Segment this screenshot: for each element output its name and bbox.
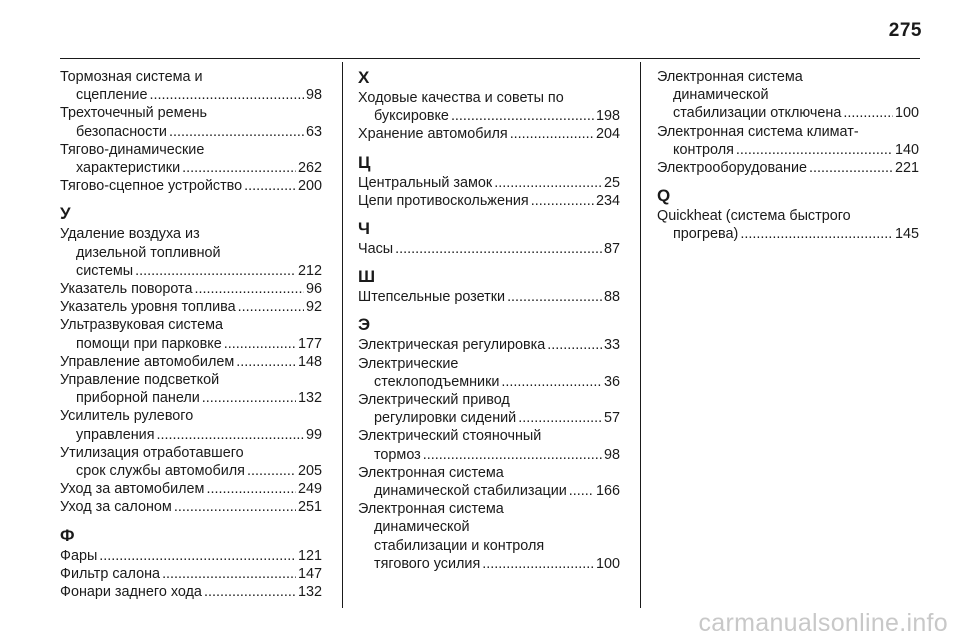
entry-last-line: [358, 373, 620, 391]
entry-text: контроля: [673, 141, 734, 158]
entry-page-number: 57: [603, 410, 620, 427]
index-entry: [60, 141, 322, 177]
index-entry: [358, 427, 620, 463]
dot-leader: [236, 353, 296, 371]
entry-text: Центральный замок: [358, 174, 493, 191]
index-entry: [60, 316, 322, 352]
dot-leader: [547, 336, 602, 354]
dot-leader: [174, 498, 296, 516]
dot-leader: [507, 288, 602, 306]
entry-last-line: [657, 141, 919, 159]
entry-last-line: [60, 426, 322, 444]
dot-leader: [206, 480, 296, 498]
index-entry: [60, 547, 322, 565]
entry-text-line: Электрический привод: [358, 392, 510, 409]
dot-leader: [510, 125, 594, 143]
index-entry: [358, 288, 620, 306]
entry-page-number: 87: [603, 241, 620, 258]
entry-page-number: 99: [305, 426, 322, 443]
index-entry: [657, 68, 919, 123]
index-entry: [60, 225, 322, 280]
dot-leader: [423, 446, 602, 464]
entry-page-number: 145: [894, 226, 919, 243]
entry-page-number: 251: [297, 499, 322, 516]
entry-text: срок службы автомобиля: [76, 463, 245, 480]
entry-text-line: динамической: [374, 519, 470, 536]
entry-text-line: Ультразвуковая система: [60, 317, 224, 334]
index-entry: [358, 500, 620, 573]
entry-last-line: [358, 482, 620, 500]
entry-page-number: 148: [297, 353, 322, 370]
entry-page-number: 200: [297, 178, 322, 195]
section-letter: Ц: [358, 152, 371, 172]
dot-leader: [149, 86, 304, 104]
section-letter: Ш: [358, 267, 376, 287]
entry-text-line: Утилизация отработавшего: [60, 444, 244, 461]
entry-last-line: [60, 123, 322, 141]
index-entry: [60, 480, 322, 498]
dot-leader: [569, 482, 594, 500]
entry-page-number: 249: [297, 481, 322, 498]
entry-last-line: [60, 462, 322, 480]
entry-page-number: 262: [297, 160, 322, 177]
entry-text: Цепи противоскольжения: [358, 192, 529, 209]
entry-last-line: [60, 565, 322, 583]
entry-page-number: 100: [894, 105, 919, 122]
index-entry: [60, 280, 322, 298]
index-entry: [60, 444, 322, 480]
index-entry: [358, 355, 620, 391]
entry-text: системы: [76, 262, 134, 279]
entry-text: характеристики: [76, 160, 181, 177]
entry-last-line: [358, 409, 620, 427]
entry-last-line: [358, 555, 620, 573]
entry-text-line: Тормозная система и: [60, 69, 203, 85]
index-entry: [358, 240, 620, 258]
entry-text-line: Удаление воздуха из: [60, 226, 200, 243]
entry-text: Управление автомобилем: [60, 353, 235, 370]
section-letter: Х: [358, 68, 370, 87]
dot-leader: [451, 107, 594, 125]
index-entry: [60, 177, 322, 195]
entry-text: Фонари заднего хода: [60, 584, 202, 601]
entry-page-number: 221: [894, 160, 919, 177]
index-column-1: [60, 68, 322, 601]
entry-text: динамической стабилизации: [374, 483, 567, 500]
entry-text: Штепсельные розетки: [358, 289, 506, 306]
index-entry: [358, 89, 620, 125]
entry-page-number: 100: [595, 555, 620, 572]
entry-text-line: Электронная система: [657, 69, 803, 85]
entry-text: тягового усилия: [374, 555, 481, 572]
section-letter: Q: [657, 186, 671, 206]
entry-last-line: [60, 498, 322, 516]
dot-leader: [247, 462, 296, 480]
entry-text: Электрооборудование: [657, 160, 808, 177]
entry-page-number: 212: [297, 262, 322, 279]
watermark: carmanualsonline.info: [698, 609, 948, 637]
entry-text: прогрева): [673, 226, 739, 243]
dot-leader: [195, 280, 304, 298]
entry-page-number: 98: [305, 87, 322, 104]
entry-page-number: 96: [305, 281, 322, 298]
entry-text-line: Электронная система: [358, 464, 504, 481]
entry-text-line: Электронная система климат-: [657, 123, 859, 140]
entry-last-line: [60, 335, 322, 353]
entry-last-line: [358, 174, 620, 192]
entry-text-line: Quickheat (система быстрого: [657, 208, 851, 225]
column-divider: [342, 62, 343, 608]
entry-text: Тягово-сцепное устройство: [60, 178, 243, 195]
index-entry: [358, 391, 620, 427]
entry-last-line: [358, 240, 620, 258]
page-number: 275: [888, 20, 922, 41]
entry-page-number: 140: [894, 141, 919, 158]
entry-last-line: [358, 192, 620, 210]
section-letter: Э: [358, 315, 371, 335]
index-entry: [657, 123, 919, 159]
entry-page-number: 132: [297, 390, 322, 407]
dot-leader: [224, 335, 296, 353]
entry-text: сцепление: [76, 87, 148, 104]
entry-text-line: дизельной топливной: [76, 244, 221, 261]
index-entry: [657, 159, 919, 177]
section-letter: У: [60, 204, 71, 224]
entry-last-line: [657, 104, 919, 122]
index-column-2: [358, 68, 620, 573]
dot-leader: [736, 141, 893, 159]
index-entry: [60, 298, 322, 316]
dot-leader: [395, 240, 602, 258]
entry-page-number: 132: [297, 584, 322, 601]
dot-leader: [169, 123, 304, 141]
entry-page-number: 33: [603, 337, 620, 354]
entry-text: Фильтр салона: [60, 565, 161, 582]
entry-text: стеклоподъемники: [374, 373, 500, 390]
entry-last-line: [60, 280, 322, 298]
dot-leader: [531, 192, 594, 210]
index-entry: [60, 565, 322, 583]
entry-page-number: 204: [595, 126, 620, 143]
section-letter: Ф: [60, 525, 75, 545]
entry-last-line: [358, 336, 620, 354]
dot-leader: [809, 159, 893, 177]
index-entry: [60, 104, 322, 140]
dot-leader: [843, 104, 893, 122]
entry-last-line: [60, 547, 322, 565]
entry-last-line: [657, 159, 919, 177]
dot-leader: [244, 177, 296, 195]
entry-text-line: стабилизации и контроля: [374, 537, 545, 554]
dot-leader: [202, 389, 296, 407]
index-entry: [657, 207, 919, 243]
header-rule: [60, 58, 920, 59]
entry-text: помощи при парковке: [76, 335, 222, 352]
entry-page-number: 25: [603, 174, 620, 191]
entry-text: стабилизации отключена: [673, 105, 842, 122]
entry-text: тормоз: [374, 446, 421, 463]
dot-leader: [157, 426, 304, 444]
entry-text-line: Тягово-динамические: [60, 141, 205, 158]
entry-page-number: 63: [305, 123, 322, 140]
entry-page-number: 166: [595, 483, 620, 500]
entry-last-line: [60, 480, 322, 498]
dot-leader: [162, 565, 296, 583]
entry-text: приборной панели: [76, 390, 200, 407]
section-letter: Ч: [358, 219, 370, 239]
dot-leader: [204, 583, 296, 601]
entry-text-line: Ходовые качества и советы по: [358, 90, 564, 106]
entry-text: Указатель уровня топлива: [60, 299, 236, 316]
entry-page-number: 36: [603, 373, 620, 390]
entry-last-line: [60, 298, 322, 316]
entry-text: Указатель поворота: [60, 281, 193, 298]
entry-text: безопасности: [76, 123, 167, 140]
entry-page-number: 147: [297, 565, 322, 582]
dot-leader: [518, 409, 602, 427]
entry-page-number: 205: [297, 463, 322, 480]
entry-page-number: 198: [595, 108, 620, 125]
index-entry: [60, 68, 322, 104]
entry-text-line: динамической: [673, 87, 769, 104]
entry-text-line: Усилитель рулевого: [60, 408, 194, 425]
index-entry: [60, 407, 322, 443]
entry-page-number: 98: [603, 446, 620, 463]
entry-last-line: [60, 353, 322, 371]
dot-leader: [740, 225, 893, 243]
dot-leader: [494, 174, 602, 192]
entry-text: Уход за автомобилем: [60, 481, 205, 498]
entry-last-line: [358, 125, 620, 143]
entry-text: Уход за салоном: [60, 499, 172, 516]
dot-leader: [182, 159, 296, 177]
dot-leader: [501, 373, 602, 391]
index-entry: [60, 371, 322, 407]
dot-leader: [99, 547, 296, 565]
entry-last-line: [60, 86, 322, 104]
index-entry: [358, 125, 620, 143]
index-entry: [358, 192, 620, 210]
entry-text: Электрическая регулировка: [358, 337, 546, 354]
dot-leader: [482, 555, 594, 573]
entry-last-line: [358, 288, 620, 306]
index-entry: [358, 174, 620, 192]
entry-text: Хранение автомобиля: [358, 126, 508, 143]
dot-leader: [238, 298, 304, 316]
entry-text-line: Электрический стояночный: [358, 428, 542, 445]
entry-page-number: 92: [305, 299, 322, 316]
entry-page-number: 234: [595, 192, 620, 209]
entry-page-number: 177: [297, 335, 322, 352]
entry-page-number: 121: [297, 547, 322, 564]
index-entry: [60, 583, 322, 601]
index-entry: [60, 498, 322, 516]
entry-last-line: [60, 177, 322, 195]
entry-text: Часы: [358, 241, 394, 258]
entry-last-line: [60, 583, 322, 601]
entry-text-line: Электрические: [358, 355, 459, 372]
column-divider: [640, 62, 641, 608]
entry-text-line: Управление подсветкой: [60, 372, 220, 389]
index-entry: [358, 464, 620, 500]
entry-last-line: [60, 262, 322, 280]
entry-last-line: [358, 446, 620, 464]
entry-last-line: [358, 107, 620, 125]
entry-text-line: Трехточечный ремень: [60, 105, 208, 122]
entry-text: регулировки сидений: [374, 410, 517, 427]
dot-leader: [135, 262, 296, 280]
index-entry: [60, 353, 322, 371]
entry-text: буксировке: [374, 108, 449, 125]
entry-page-number: 88: [603, 289, 620, 306]
entry-text: управления: [76, 426, 155, 443]
entry-last-line: [60, 389, 322, 407]
entry-text: Фары: [60, 547, 98, 564]
entry-text-line: Электронная система: [358, 501, 504, 518]
entry-last-line: [60, 159, 322, 177]
index-column-3: [657, 68, 919, 244]
entry-last-line: [657, 225, 919, 243]
index-entry: [358, 336, 620, 354]
